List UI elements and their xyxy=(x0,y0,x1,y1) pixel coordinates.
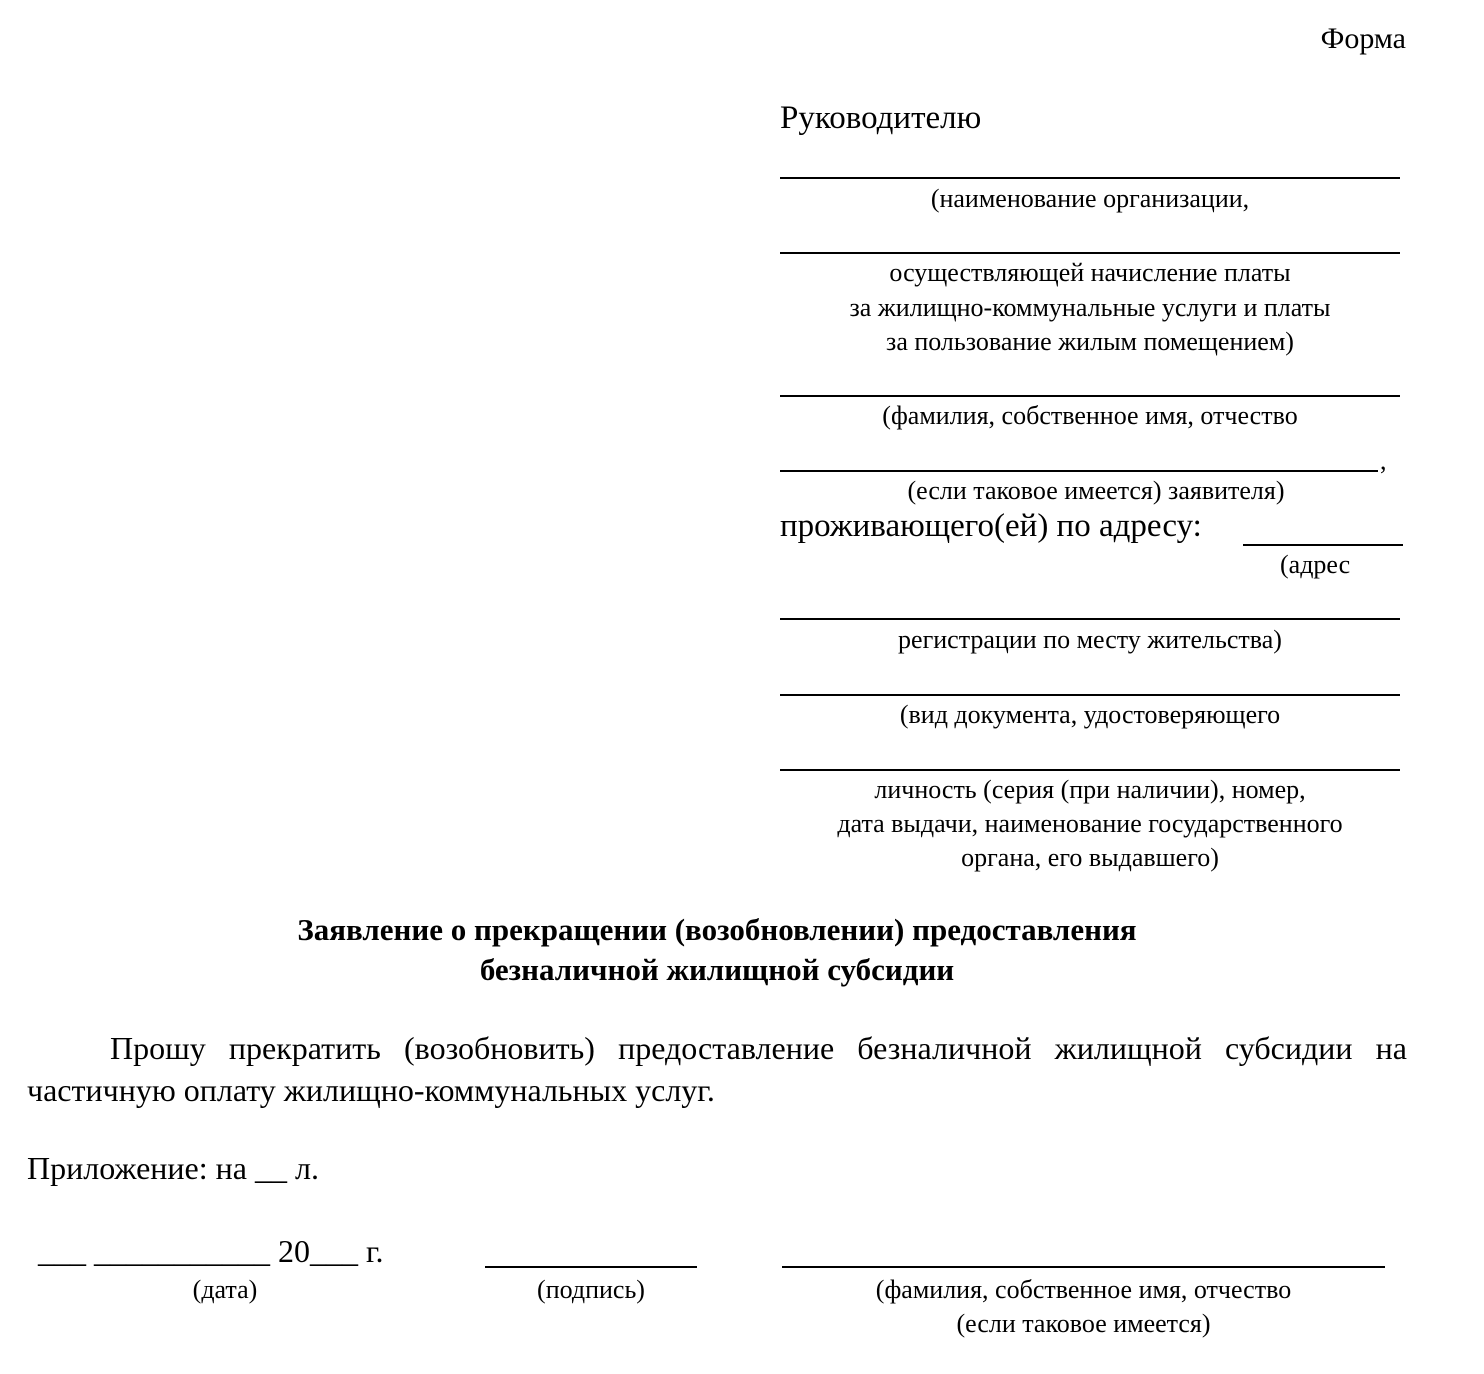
full-name-caption-line-2: (если таковое имеется) xyxy=(956,1309,1211,1338)
organization-caption-1: (наименование организации, xyxy=(930,184,1250,213)
residing-address-label: проживающего(ей) по адресу: xyxy=(780,508,1202,544)
document-title-line-2: безналичной жилищной субсидии xyxy=(479,952,955,987)
date-caption: (дата) xyxy=(192,1275,258,1304)
id-document-caption-1: (вид документа, удостоверяющего xyxy=(899,700,1281,729)
trailing-comma: , xyxy=(1380,446,1387,475)
address-caption-1: (адрес xyxy=(1280,550,1351,579)
full-name-caption-line-1: (фамилия, собственное имя, отчество xyxy=(875,1275,1292,1304)
applicant-name-field-line-2[interactable] xyxy=(780,470,1378,472)
applicant-name-caption-1: (фамилия, собственное имя, отчество xyxy=(882,401,1298,430)
date-field[interactable]: ___ ___________ 20___ г. xyxy=(38,1233,384,1269)
organization-field-line-2[interactable] xyxy=(780,252,1400,254)
organization-caption-2-line-1: осуществляющей начисление платы xyxy=(889,258,1291,287)
id-document-caption-2-line-2: дата выдачи, наименование государственного xyxy=(837,809,1343,838)
address-field-line-2[interactable] xyxy=(780,618,1400,620)
request-text: Прошу прекратить (возобновить) предоставление безналичной жилищной субсидии на частичную оплату жилищно-коммунальных услуг. xyxy=(27,1030,1407,1108)
id-document-caption-2-line-1: личность (серия (при наличии), номер, xyxy=(874,775,1306,804)
addressee-heading: Руководителю xyxy=(780,100,982,136)
full-name-field-line[interactable] xyxy=(782,1266,1385,1268)
address-caption-2: регистрации по месту жительства) xyxy=(898,625,1282,654)
id-document-field-line-1[interactable] xyxy=(780,694,1400,696)
id-document-field-line-2[interactable] xyxy=(780,769,1400,771)
request-paragraph xyxy=(27,1027,1407,1111)
document-title-line-1: Заявление о прекращении (возобновлении) предоставления xyxy=(297,912,1137,947)
applicant-name-field-line-1[interactable] xyxy=(780,395,1400,397)
form-label: Форма xyxy=(1320,22,1406,55)
document-title xyxy=(0,910,1434,990)
organization-caption-2-line-2: за жилищно-коммунальные услуги и платы xyxy=(849,293,1331,322)
attachment-line: Приложение: на __ л. xyxy=(27,1150,319,1186)
signature-field-line[interactable] xyxy=(485,1266,697,1268)
signature-caption: (подпись) xyxy=(537,1275,645,1304)
organization-caption-2-line-3: за пользование жилым помещением) xyxy=(886,327,1294,356)
id-document-caption-2-line-3: органа, его выдавшего) xyxy=(961,843,1219,872)
organization-field-line-1[interactable] xyxy=(780,177,1400,179)
address-field-line-1[interactable] xyxy=(1243,544,1403,546)
applicant-name-caption-2: (если таковое имеется) заявителя) xyxy=(907,476,1285,505)
